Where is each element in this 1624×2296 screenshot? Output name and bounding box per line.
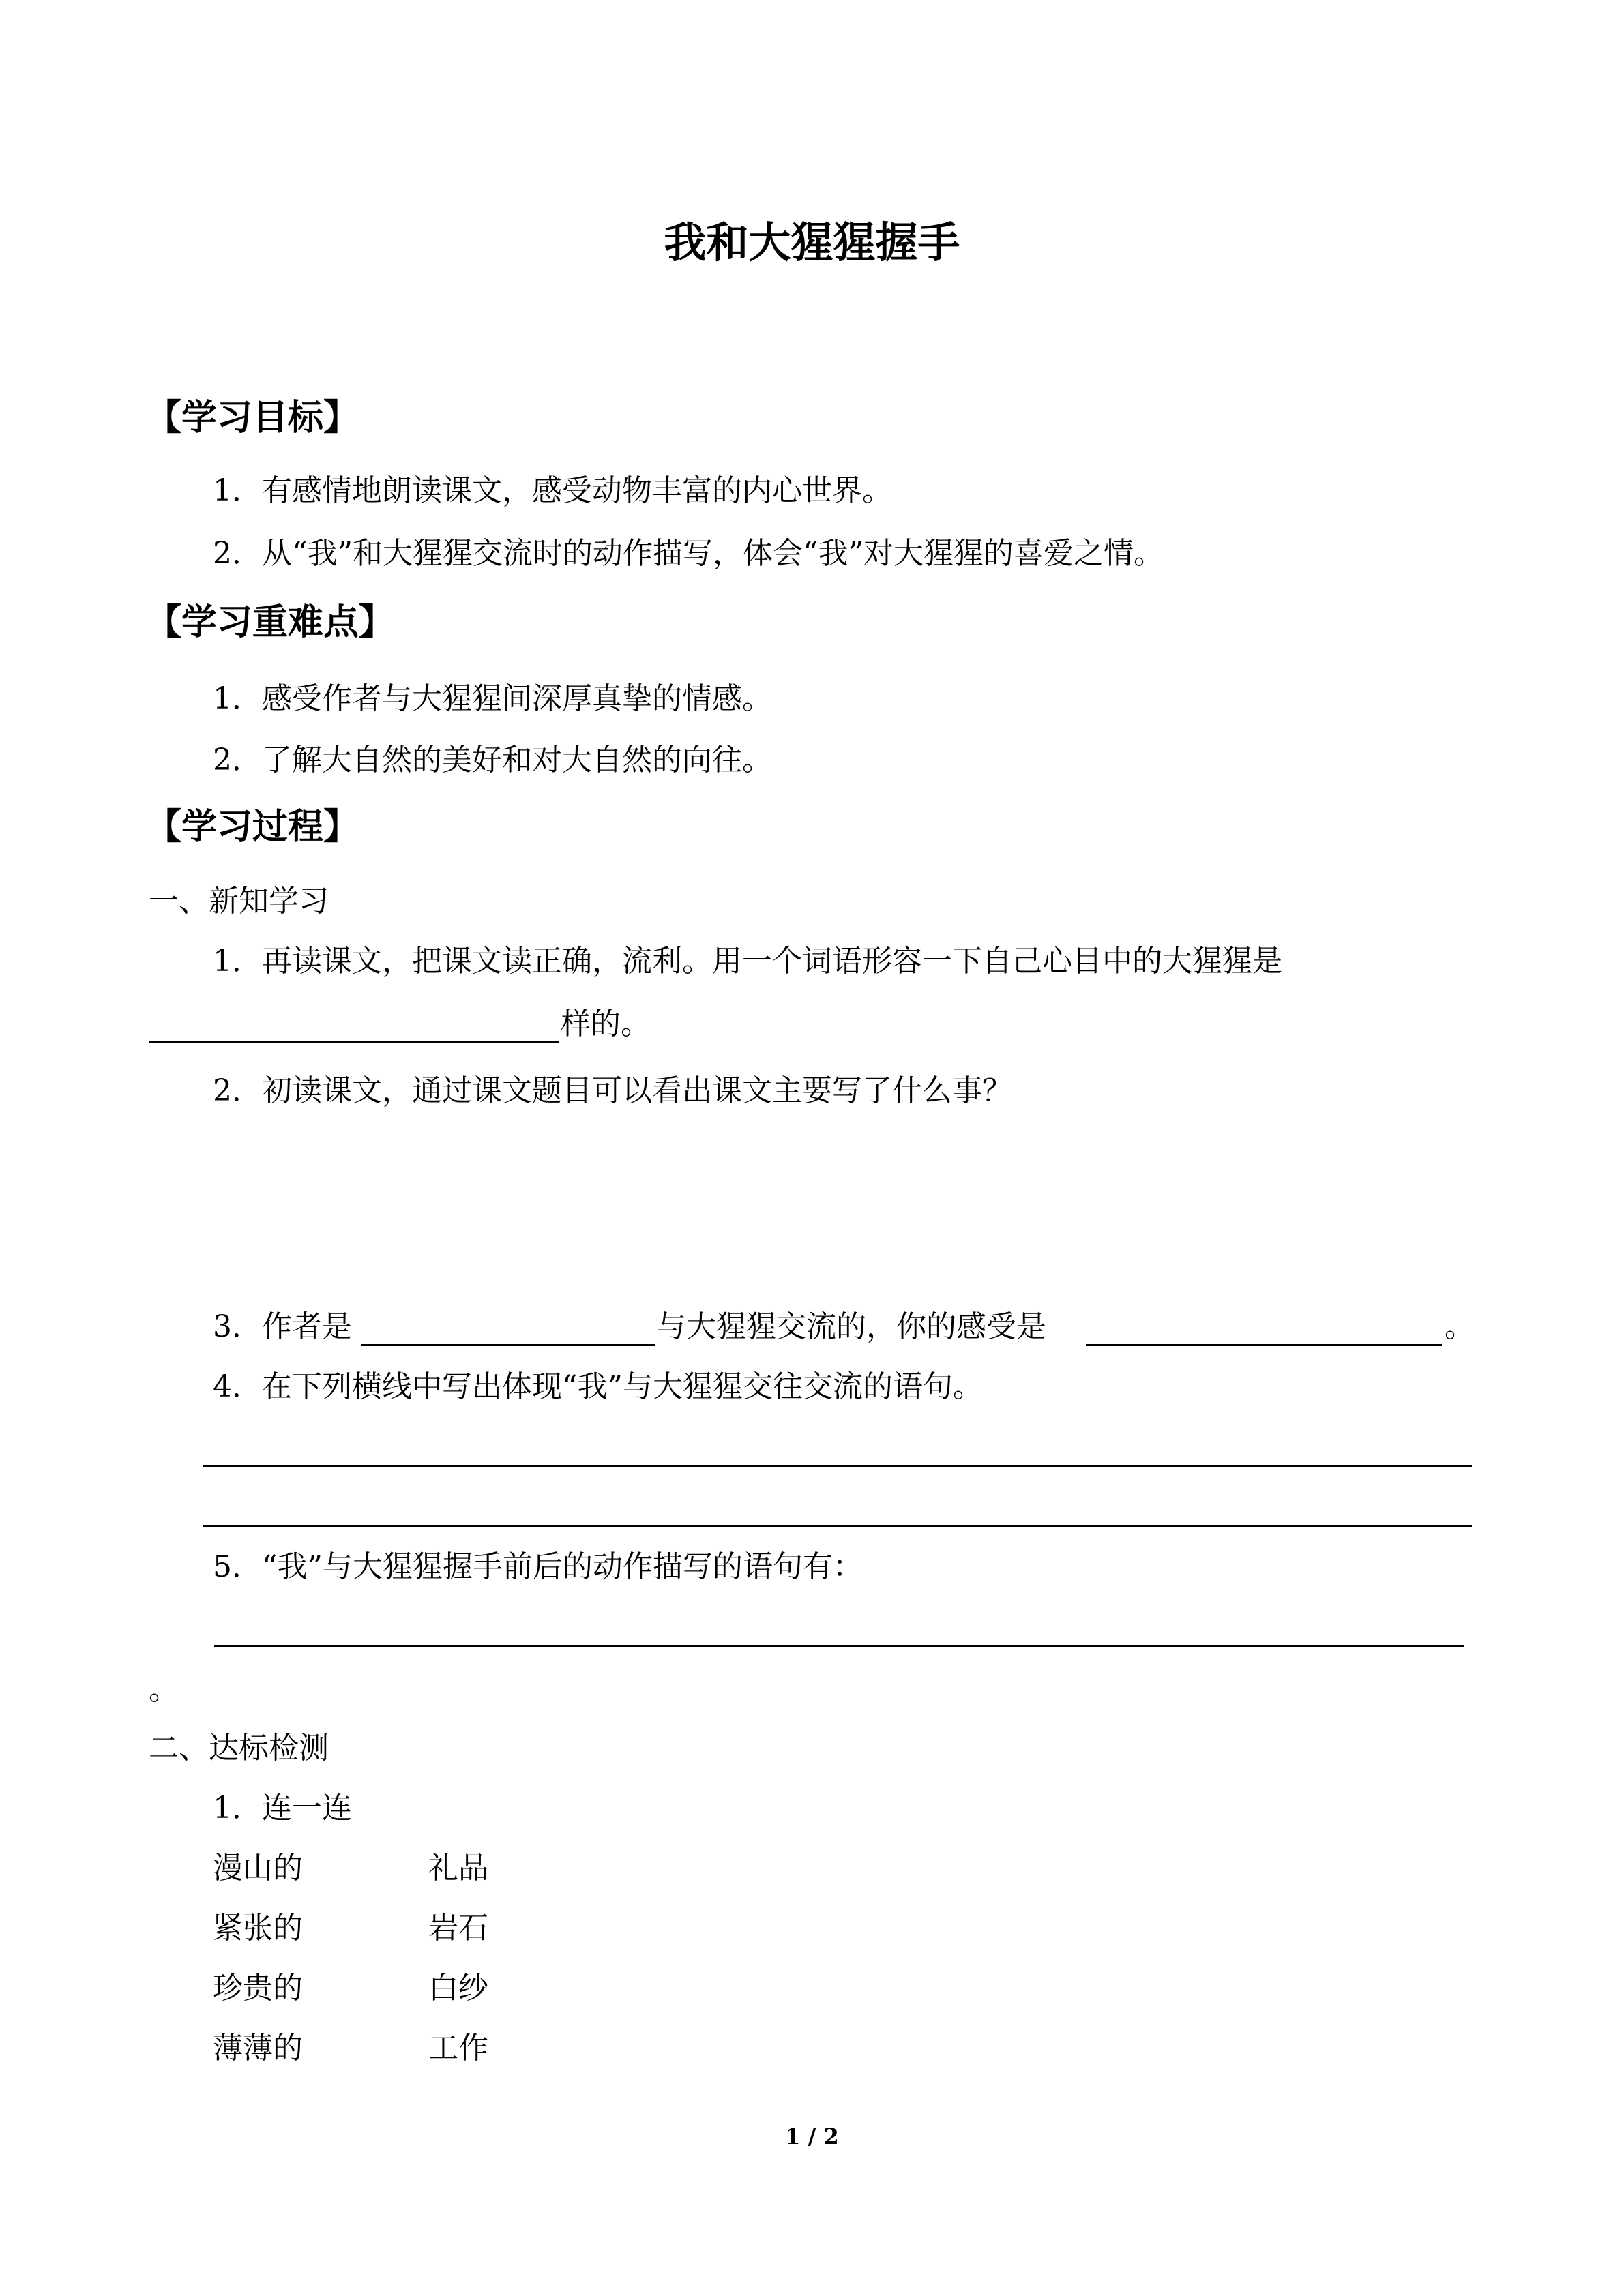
key-point-item-2: 2．了解大自然的美好和对大自然的向往。 — [213, 743, 772, 777]
match-right-4[interactable]: 工作 — [428, 2031, 488, 2066]
objective-item-1: 1．有感情地朗读课文，感受动物丰富的内心世界。 — [213, 473, 892, 508]
question-5-end: 。 — [149, 1672, 179, 1707]
match-left-3[interactable]: 珍贵的 — [213, 1971, 303, 2006]
key-point-item-1: 1．感受作者与大猩猩间深厚真挚的情感。 — [213, 681, 772, 716]
objective-item-2: 2．从“我”和大猩猩交流时的动作描写，体会“我”对大猩猩的喜爱之情。 — [213, 536, 1164, 571]
process-heading: 【学习过程】 — [146, 807, 359, 848]
match-right-3[interactable]: 白纱 — [428, 1971, 488, 2006]
question-4-text: 4．在下列横线中写出体现“我”与大猩猩交往交流的语句。 — [213, 1369, 983, 1404]
key-points-heading: 【学习重难点】 — [146, 602, 395, 643]
match-left-2[interactable]: 紧张的 — [213, 1911, 303, 1945]
question-1-tail: 样的。 — [561, 1007, 651, 1041]
question-4-answer-line-1[interactable] — [203, 1465, 1472, 1467]
part2-title: 二、达标检测 — [149, 1731, 329, 1765]
question-4-answer-line-2[interactable] — [203, 1525, 1472, 1527]
question-1-text: 1．再读课文，把课文读正确，流利。用一个词语形容一下自己心目中的大猩猩是 — [213, 944, 1282, 979]
question-5-answer-line[interactable] — [214, 1645, 1464, 1647]
question-5-text: 5．“我”与大猩猩握手前后的动作描写的语句有： — [213, 1549, 863, 1584]
question-1-answer-blank[interactable] — [149, 1041, 559, 1043]
question-3-middle: 与大猩猩交流的，你的感受是 — [656, 1309, 1046, 1344]
page-number: 1 / 2 — [785, 2123, 839, 2149]
matching-question-text: 1．连一连 — [213, 1791, 352, 1825]
question-3-blank-1[interactable] — [361, 1344, 655, 1346]
question-3-prefix: 3．作者是 — [213, 1309, 352, 1344]
question-3-end: 。 — [1445, 1309, 1475, 1344]
match-right-2[interactable]: 岩石 — [428, 1911, 488, 1945]
match-right-1[interactable]: 礼品 — [428, 1851, 488, 1885]
question-3-blank-2[interactable] — [1086, 1344, 1442, 1346]
question-2-text: 2．初读课文，通过课文题目可以看出课文主要写了什么事？ — [213, 1073, 1012, 1108]
page-title: 我和大猩猩握手 — [664, 218, 960, 267]
part1-title: 一、新知学习 — [149, 884, 329, 919]
objectives-heading: 【学习目标】 — [146, 398, 359, 438]
match-left-4[interactable]: 薄薄的 — [213, 2031, 303, 2066]
match-left-1[interactable]: 漫山的 — [213, 1851, 303, 1885]
